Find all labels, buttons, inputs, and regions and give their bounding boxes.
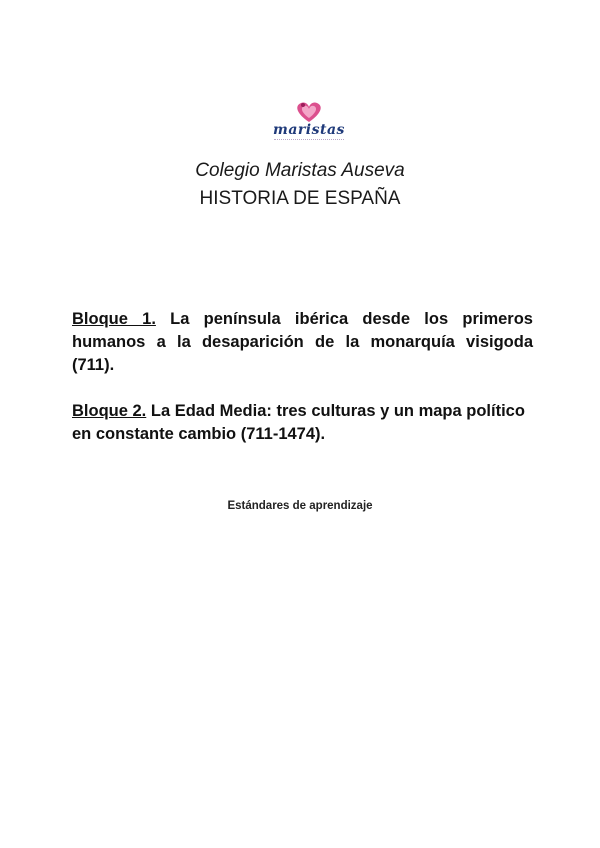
block-2-label: Bloque 2. [72, 402, 147, 420]
logo-tagline [274, 139, 344, 142]
course-title: HISTORIA DE ESPAÑA [199, 188, 401, 209]
logo-wordmark: maristas [273, 122, 345, 138]
block-1 [72, 308, 533, 377]
school-name: Colegio Maristas Auseva [195, 160, 405, 181]
standards-heading: Estándares de aprendizaje [227, 500, 373, 512]
block-1-text: La península ibérica desde los primeros humanos a la desaparición de la monarquía visigoda (711). [72, 310, 533, 374]
maristas-heart-icon [264, 100, 354, 124]
maristas-logo [264, 100, 354, 148]
block-2 [72, 400, 533, 446]
block-2-text: La Edad Media: tres culturas y un mapa político en constante cambio (711-1474). [72, 402, 525, 443]
block-1-label: Bloque 1. [72, 310, 156, 328]
